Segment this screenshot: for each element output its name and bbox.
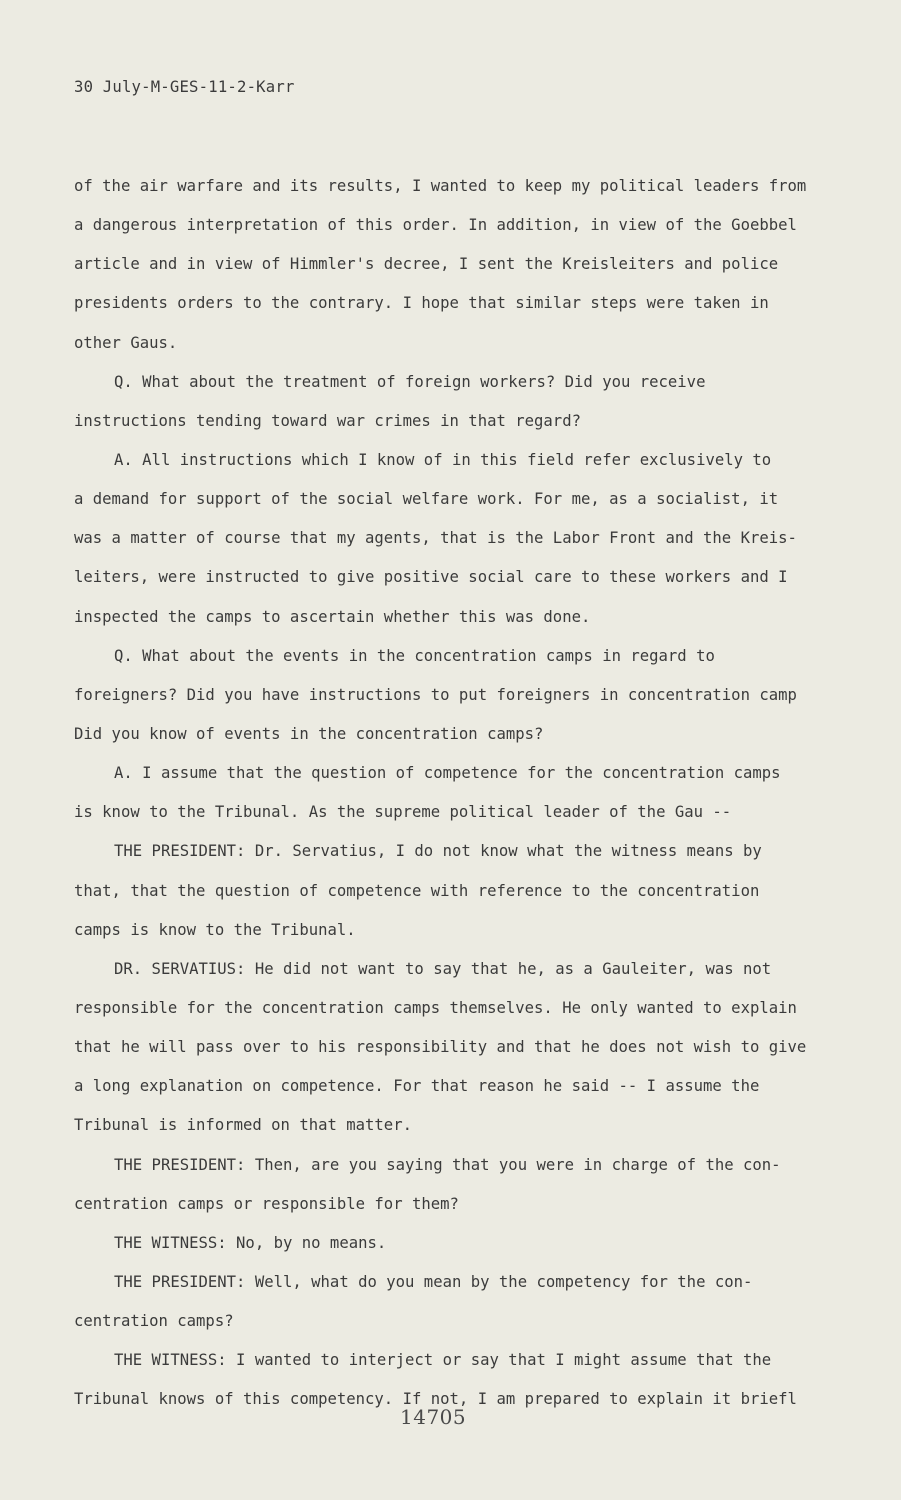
speaker-line: DR. SERVATIUS: He did not want to say that he, as a Gauleiter, was not: [114, 959, 772, 978]
text-line: Did you know of events in the concentration camps?: [74, 724, 544, 743]
text-line: inspected the camps to ascertain whether this was done.: [74, 607, 591, 626]
text-line: other Gaus.: [74, 333, 178, 352]
speaker-line: THE WITNESS: No, by no means.: [114, 1233, 387, 1252]
answer-line: A. I assume that the question of competence for the concentration camps: [114, 764, 781, 783]
question-line: Q. What about the treatment of foreign workers? Did you receive: [114, 372, 706, 391]
text-line: that he will pass over to his responsibility and that he does not wish to give: [74, 1038, 807, 1057]
speaker-line: THE PRESIDENT: Well, what do you mean by the competency for the con-: [114, 1272, 753, 1291]
speaker-line: THE PRESIDENT: Then, are you saying that you were in charge of the con-: [114, 1155, 781, 1174]
text-line: instructions tending toward war crimes in that regard?: [74, 411, 581, 430]
text-line: responsible for the concentration camps themselves. He only wanted to explain: [74, 998, 797, 1017]
speaker-line: THE PRESIDENT: Dr. Servatius, I do not know what the witness means by: [114, 842, 762, 861]
text-line: Tribunal is informed on that matter.: [74, 1116, 412, 1135]
text-line: leiters, were instructed to give positive social care to these workers and I: [74, 568, 788, 587]
question-line: Q. What about the events in the concentration camps in regard to: [114, 646, 715, 665]
text-line: a long explanation on competence. For that reason he said -- I assume the: [74, 1077, 760, 1096]
text-line: centration camps or responsible for them?: [74, 1194, 459, 1213]
text-line: camps is know to the Tribunal.: [74, 920, 356, 939]
text-line: is know to the Tribunal. As the supreme political leader of the Gau --: [74, 803, 732, 822]
text-line: article and in view of Himmler's decree, I sent the Kreisleiters and police: [74, 255, 779, 274]
answer-line: A. All instructions which I know of in this field refer exclusively to: [114, 450, 772, 469]
text-line: of the air warfare and its results, I wanted to keep my political leaders from: [74, 177, 807, 195]
text-line: was a matter of course that my agents, that is the Labor Front and the Kreis-: [74, 529, 797, 548]
page-number: 14705: [400, 1405, 467, 1429]
document-reference: 30 July-M-GES-11-2-Karr: [74, 78, 295, 96]
text-line: centration camps?: [74, 1312, 234, 1331]
speaker-line: THE WITNESS: I wanted to interject or say that I might assume that the: [114, 1351, 772, 1370]
text-line: Tribunal knows of this competency. If not, I am prepared to explain it briefl: [74, 1390, 797, 1409]
transcript-body: [74, 167, 834, 1420]
text-line: foreigners? Did you have instructions to put foreigners in concentration camp: [74, 685, 797, 704]
text-line: that, that the question of competence with reference to the concentration: [74, 881, 760, 900]
text-line: a dangerous interpretation of this order. In addition, in view of the Goebbel: [74, 216, 797, 235]
text-line: a demand for support of the social welfare work. For me, as a socialist, it: [74, 490, 779, 509]
text-line: presidents orders to the contrary. I hope that similar steps were taken in: [74, 294, 769, 313]
